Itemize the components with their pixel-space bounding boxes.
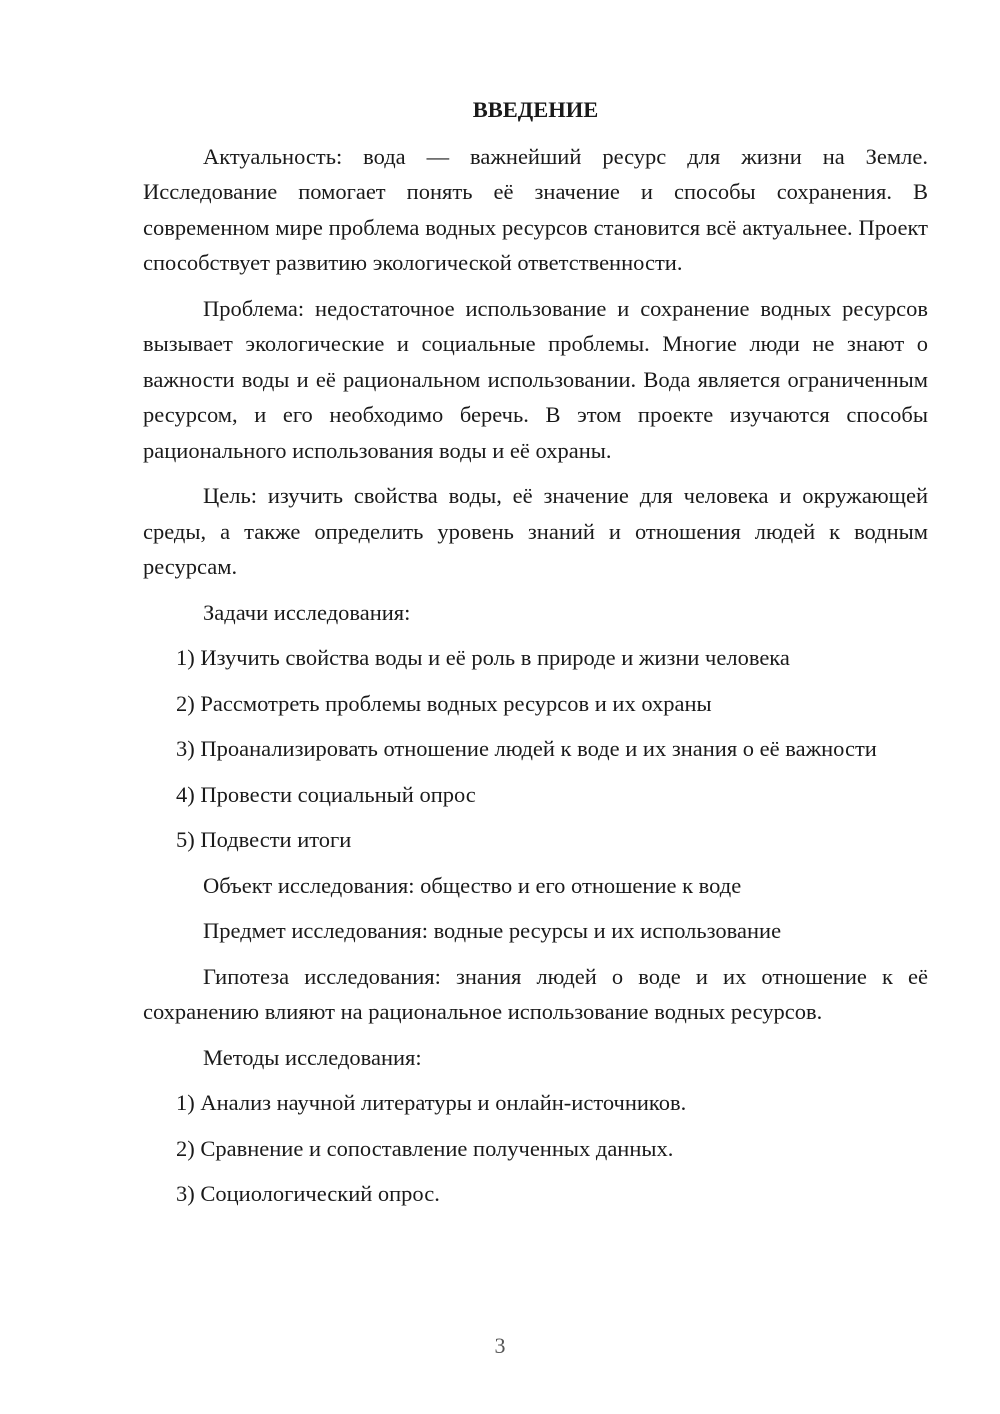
task-item: 3) Проанализировать отношение людей к воде и их знания о её важности [176,736,877,761]
page-number: 3 [494,1333,506,1358]
object-paragraph: Объект исследования: общество и его отношение к воде [203,872,742,898]
task-item: 4) Провести социальный опрос [176,781,476,807]
task-item: 1) Изучить свойства воды и её роль в природе и жизни человека [176,645,790,670]
hypothesis-paragraph: Гипотеза исследования: знания людей о воде и их отношение к её сохранению влияют на рациональное использование водных ресурсов. [143,963,928,1024]
method-item: 1) Анализ научной литературы и онлайн-источников. [176,1090,687,1115]
subject-paragraph: Предмет исследования: водные ресурсы и их использование [203,918,782,943]
task-item: 5) Подвести итоги [176,827,352,852]
problem-paragraph: Проблема: недостаточное использование и сохранение водных ресурсов вызывает экологические и социальные проблемы. Многие люди не знают о важности воды и её рациональном использовании. Вода является ограниченным ресурсом, и его необходимо беречь. В этом проекте изучаются способы рационального использования воды и её охраны. [143,295,928,463]
task-item: 2) Рассмотреть проблемы водных ресурсов и их охраны [176,690,712,716]
document-page [143,92,928,1222]
goal-paragraph: Цель: изучить свойства воды, её значение для человека и окружающей среды, а также определить уровень знаний и отношения людей к водным ресурсам. [143,483,928,579]
method-item: 2) Сравнение и сопоставление полученных данных. [176,1135,674,1161]
methods-heading: Методы исследования: [203,1044,422,1070]
tasks-heading: Задачи исследования: [203,599,411,625]
section-title: ВВЕДЕНИЕ [472,97,599,122]
relevance-paragraph: Актуальность: вода — важнейший ресурс для жизни на Земле. Исследование помогает понять её значение и способы сохранения. В современном мире проблема водных ресурсов становится всё актуальнее. Проект способствует развитию экологической ответственности. [143,143,928,275]
method-item: 3) Социологический опрос. [176,1181,440,1206]
